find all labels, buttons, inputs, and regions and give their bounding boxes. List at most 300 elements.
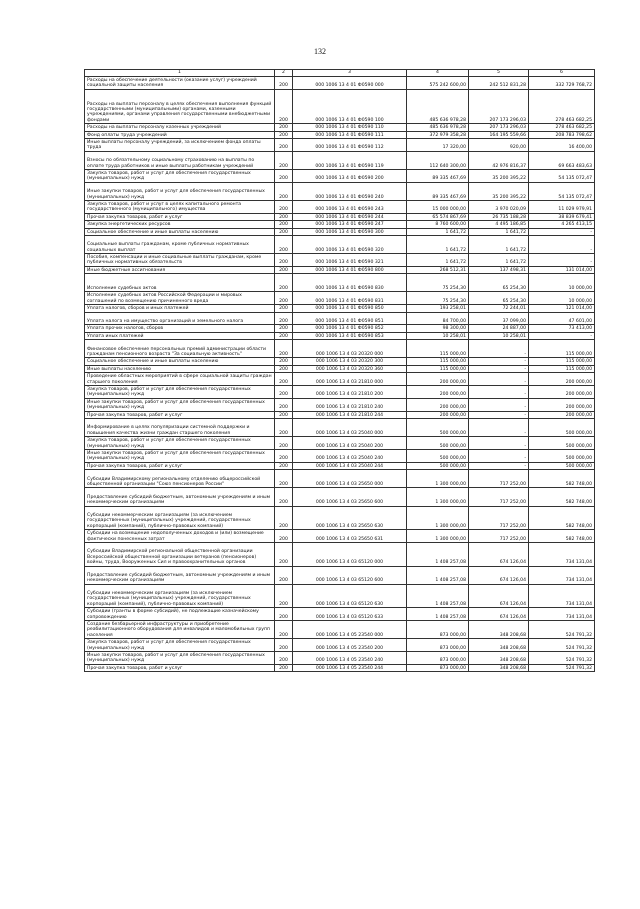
row-approved-amount: 193 258,01 xyxy=(407,305,469,312)
table-row xyxy=(85,124,595,131)
table-row xyxy=(85,325,595,332)
row-executed-amount: - xyxy=(469,437,529,450)
row-name: Фонд оплаты труда учреждений xyxy=(85,131,275,138)
table-row xyxy=(85,566,595,584)
row-approved-amount: 84 700,00 xyxy=(407,312,469,325)
row-classification-code: 000 1006 13 4 03 21810 244 xyxy=(293,411,407,418)
row-name: Исполнение судебных актов xyxy=(85,274,275,292)
table-row xyxy=(85,332,595,339)
table-row xyxy=(85,292,595,305)
row-classification-code: 000 1006 13 4 03 65120 630 xyxy=(293,584,407,608)
row-executed-amount: 348 208,68 xyxy=(469,664,529,671)
row-unexecuted-amount: 582 748,00 xyxy=(529,488,595,506)
row-line-code: 200 xyxy=(275,652,293,665)
row-name: Создание безбарьерной инфраструктуры и приобретение реабилитационного оборудования для инвалидов и маломобильных групп населения xyxy=(85,621,275,639)
row-unexecuted-amount: - xyxy=(529,228,595,235)
row-executed-amount: 920,00 xyxy=(469,138,529,151)
row-approved-amount: 1 300 000,00 xyxy=(407,506,469,530)
row-classification-code: 000 1006 13 4 03 25040 240 xyxy=(293,449,407,462)
table-row xyxy=(85,652,595,665)
row-approved-amount: 500 000,00 xyxy=(407,437,469,450)
row-unexecuted-amount: 734 131,04 xyxy=(529,566,595,584)
row-executed-amount: 65 254,30 xyxy=(469,292,529,305)
row-unexecuted-amount: 582 748,00 xyxy=(529,470,595,488)
row-unexecuted-amount: 47 601,00 xyxy=(529,312,595,325)
row-unexecuted-amount: 500 000,00 xyxy=(529,418,595,436)
row-classification-code: 000 1006 13 4 03 21810 240 xyxy=(293,398,407,411)
table-row xyxy=(85,89,595,123)
row-classification-code: 000 1006 13 4 01 Ф0590 111 xyxy=(293,131,407,138)
row-line-code: 200 xyxy=(275,488,293,506)
row-name: Расходы на выплаты персоналу в целях обеспечения выполнения функций государственными (муниципальными) органами, казенными учреждениями, органами управления государственными внебюджетными фондами xyxy=(85,89,275,123)
row-line-code: 200 xyxy=(275,169,293,182)
row-approved-amount: 500 000,00 xyxy=(407,449,469,462)
row-executed-amount: 348 208,68 xyxy=(469,639,529,652)
row-approved-amount: 15 000 000,00 xyxy=(407,200,469,213)
row-line-code: 200 xyxy=(275,608,293,621)
row-unexecuted-amount: 115 000,00 xyxy=(529,358,595,365)
table-row xyxy=(85,312,595,325)
row-approved-amount: 115 000,00 xyxy=(407,340,469,358)
row-classification-code: 000 1006 13 4 03 25650 631 xyxy=(293,530,407,543)
row-classification-code: 000 1006 13 4 03 25650 000 xyxy=(293,470,407,488)
row-approved-amount: 200 000,00 xyxy=(407,411,469,418)
row-executed-amount: 26 735 188,28 xyxy=(469,213,529,220)
table-row xyxy=(85,213,595,220)
row-classification-code: 000 1006 13 4 03 25040 200 xyxy=(293,437,407,450)
row-name: Закупка энергетических ресурсов xyxy=(85,221,275,228)
row-executed-amount: 674 126,04 xyxy=(469,608,529,621)
row-executed-amount: 42 976 816,37 xyxy=(469,151,529,169)
row-classification-code: 000 1006 13 4 01 Ф0590 852 xyxy=(293,325,407,332)
row-unexecuted-amount: 200 000,00 xyxy=(529,411,595,418)
table-row xyxy=(85,542,595,566)
row-executed-amount: 65 254,30 xyxy=(469,274,529,292)
row-name: Закупка товаров, работ и услуг для обеспечения государственных (муниципальных) нужд xyxy=(85,169,275,182)
table-row xyxy=(85,398,595,411)
row-line-code: 200 xyxy=(275,418,293,436)
row-unexecuted-amount: 54 135 072,47 xyxy=(529,169,595,182)
table-row xyxy=(85,462,595,469)
row-name: Иные закупки товаров, работ и услуг для обеспечения государственных (муниципальных) нужд xyxy=(85,398,275,411)
row-line-code: 200 xyxy=(275,664,293,671)
row-line-code: 200 xyxy=(275,437,293,450)
row-line-code: 200 xyxy=(275,449,293,462)
row-line-code: 200 xyxy=(275,221,293,228)
row-classification-code: 000 1006 13 4 01 Ф0590 119 xyxy=(293,151,407,169)
table-row xyxy=(85,365,595,372)
row-line-code: 200 xyxy=(275,386,293,399)
row-classification-code: 000 1006 13 4 01 Ф0590 243 xyxy=(293,200,407,213)
row-executed-amount: - xyxy=(469,418,529,436)
row-approved-amount: 200 000,00 xyxy=(407,386,469,399)
row-approved-amount: 372 979 358,28 xyxy=(407,131,469,138)
row-classification-code: 000 1006 13 4 03 65120 000 xyxy=(293,542,407,566)
row-unexecuted-amount: 734 131,04 xyxy=(529,608,595,621)
row-unexecuted-amount: 121 014,00 xyxy=(529,305,595,312)
row-approved-amount: 1 641,72 xyxy=(407,235,469,253)
row-name: Прочая закупка товаров, работ и услуг xyxy=(85,664,275,671)
row-classification-code: 000 1006 13 4 03 20320 360 xyxy=(293,365,407,372)
row-classification-code: 000 1006 13 4 05 23540 000 xyxy=(293,621,407,639)
row-executed-amount: - xyxy=(469,386,529,399)
row-approved-amount: 1 641,72 xyxy=(407,254,469,267)
row-name: Предоставление субсидий бюджетным, автономным учреждениям и иным некоммерческим организациям xyxy=(85,566,275,584)
row-line-code: 200 xyxy=(275,77,293,90)
row-approved-amount: 1 300 000,00 xyxy=(407,470,469,488)
table-header-row xyxy=(85,70,595,77)
row-name: Социальные выплаты гражданам, кроме публичных нормативных социальных выплат xyxy=(85,235,275,253)
row-name: Закупка товаров, работ и услуг для обеспечения государственных (муниципальных) нужд xyxy=(85,386,275,399)
row-name: Предоставление субсидий бюджетным, автономным учреждениям и иным некоммерческим организациям xyxy=(85,488,275,506)
row-classification-code: 000 1006 13 4 05 23540 244 xyxy=(293,664,407,671)
column-number-header: 2 xyxy=(275,70,293,77)
row-unexecuted-amount: 11 029 979,91 xyxy=(529,200,595,213)
budget-execution-table xyxy=(84,69,595,672)
table-row xyxy=(85,386,595,399)
row-line-code: 200 xyxy=(275,131,293,138)
row-name: Прочая закупка товаров, работ и услуг xyxy=(85,462,275,469)
row-name: Субсидии (гранты в форме субсидий), не подлежащие казначейскому сопровождению xyxy=(85,608,275,621)
row-executed-amount: 717 252,00 xyxy=(469,488,529,506)
row-approved-amount: 485 636 978,28 xyxy=(407,124,469,131)
row-unexecuted-amount: 16 400,00 xyxy=(529,138,595,151)
row-approved-amount: 1 408 257,08 xyxy=(407,608,469,621)
row-executed-amount: 164 195 559,66 xyxy=(469,131,529,138)
table-row xyxy=(85,200,595,213)
row-name: Закупка товаров, работ и услуг для обеспечения государственных (муниципальных) нужд xyxy=(85,639,275,652)
row-executed-amount: - xyxy=(469,358,529,365)
table-row xyxy=(85,77,595,90)
row-classification-code: 000 1006 13 4 01 Ф0590 851 xyxy=(293,312,407,325)
row-line-code: 200 xyxy=(275,138,293,151)
row-executed-amount: - xyxy=(469,449,529,462)
row-approved-amount: 1 408 257,08 xyxy=(407,566,469,584)
row-executed-amount: 207 173 296,03 xyxy=(469,124,529,131)
row-approved-amount: 8 760 600,00 xyxy=(407,221,469,228)
row-classification-code: 000 1006 13 4 01 Ф0590 240 xyxy=(293,182,407,200)
row-approved-amount: 200 000,00 xyxy=(407,373,469,386)
table-row xyxy=(85,608,595,621)
row-unexecuted-amount: 4 265 413,15 xyxy=(529,221,595,228)
row-approved-amount: 485 636 978,28 xyxy=(407,89,469,123)
row-approved-amount: 500 000,00 xyxy=(407,462,469,469)
row-unexecuted-amount: 582 748,00 xyxy=(529,506,595,530)
row-executed-amount: 3 970 020,09 xyxy=(469,200,529,213)
row-line-code: 200 xyxy=(275,566,293,584)
row-name: Субсидии Владимирской региональной общественной организации Всероссийской общественной организации ветеранов (пенсионеров) войны, труда, Вооруженных Сил и правоохранительных органов xyxy=(85,542,275,566)
table-row xyxy=(85,266,595,273)
row-line-code: 200 xyxy=(275,151,293,169)
row-unexecuted-amount: 332 729 768,72 xyxy=(529,77,595,90)
row-classification-code: 000 1006 13 4 01 Ф0590 831 xyxy=(293,292,407,305)
row-name: Пособия, компенсации и иные социальные выплаты гражданам, кроме публичных нормативных обязательств xyxy=(85,254,275,267)
table-row xyxy=(85,169,595,182)
row-classification-code: 000 1006 13 4 01 Ф0590 247 xyxy=(293,221,407,228)
table-row xyxy=(85,584,595,608)
row-executed-amount: 35 200 395,22 xyxy=(469,169,529,182)
row-line-code: 200 xyxy=(275,462,293,469)
row-classification-code: 000 1006 13 4 01 Ф0590 830 xyxy=(293,274,407,292)
table-row xyxy=(85,305,595,312)
row-line-code: 200 xyxy=(275,312,293,325)
row-name: Субсидии на возмещение недополученных доходов и (или) возмещение фактически понесенных затрат xyxy=(85,530,275,543)
row-classification-code: 000 1006 13 4 01 Ф0590 850 xyxy=(293,305,407,312)
row-line-code: 200 xyxy=(275,365,293,372)
row-name: Социальное обеспечение и иные выплаты населению xyxy=(85,358,275,365)
row-executed-amount: 348 208,68 xyxy=(469,621,529,639)
row-executed-amount: - xyxy=(469,462,529,469)
row-name: Прочая закупка товаров, работ и услуг xyxy=(85,411,275,418)
row-name: Иные выплаты персоналу учреждений, за исключением фонда оплаты труда xyxy=(85,138,275,151)
table-row xyxy=(85,530,595,543)
row-approved-amount: 115 000,00 xyxy=(407,365,469,372)
row-line-code: 200 xyxy=(275,340,293,358)
table-row xyxy=(85,449,595,462)
row-executed-amount: 717 252,00 xyxy=(469,530,529,543)
row-unexecuted-amount: 524 791,32 xyxy=(529,621,595,639)
table-row xyxy=(85,221,595,228)
row-line-code: 200 xyxy=(275,228,293,235)
row-name: Проведение областных мероприятий в сфере социальной защиты граждан старшего поколения xyxy=(85,373,275,386)
row-executed-amount: 674 126,04 xyxy=(469,566,529,584)
table-row xyxy=(85,411,595,418)
row-unexecuted-amount: 115 000,00 xyxy=(529,365,595,372)
row-line-code: 200 xyxy=(275,89,293,123)
row-unexecuted-amount: 10 000,00 xyxy=(529,292,595,305)
row-executed-amount: 35 200 395,22 xyxy=(469,182,529,200)
table-row xyxy=(85,358,595,365)
row-unexecuted-amount: 200 000,00 xyxy=(529,398,595,411)
table-row xyxy=(85,639,595,652)
row-line-code: 200 xyxy=(275,292,293,305)
table-row xyxy=(85,138,595,151)
row-classification-code: 000 1006 13 4 03 65120 600 xyxy=(293,566,407,584)
row-name: Субсидии Владимирскому региональному отделению общероссийской общественной организации "Союз пенсионеров России" xyxy=(85,470,275,488)
row-line-code: 200 xyxy=(275,325,293,332)
row-approved-amount: 873 000,00 xyxy=(407,664,469,671)
row-approved-amount: 200 000,00 xyxy=(407,398,469,411)
row-line-code: 200 xyxy=(275,506,293,530)
row-approved-amount: 10 258,01 xyxy=(407,332,469,339)
row-name: Социальное обеспечение и иные выплаты населению xyxy=(85,228,275,235)
row-name: Иные закупки товаров, работ и услуг для обеспечения государственных (муниципальных) нужд xyxy=(85,652,275,665)
row-unexecuted-amount: 734 131,04 xyxy=(529,542,595,566)
row-line-code: 200 xyxy=(275,182,293,200)
row-approved-amount: 75 254,30 xyxy=(407,292,469,305)
row-name: Иные закупки товаров, работ и услуг для обеспечения государственных (муниципальных) нужд xyxy=(85,182,275,200)
row-line-code: 200 xyxy=(275,305,293,312)
row-unexecuted-amount: 73 413,00 xyxy=(529,325,595,332)
row-name: Уплата прочих налогов, сборов xyxy=(85,325,275,332)
row-line-code: 200 xyxy=(275,398,293,411)
row-name: Финансовое обеспечение персональных премий администрации области гражданам пенсионного возраста "За социальную активность" xyxy=(85,340,275,358)
row-name: Субсидии некоммерческим организациям (за исключением государственных (муниципальных) учреждений, государственных корпораций (компаний), публично-правовых компаний) xyxy=(85,506,275,530)
row-name: Информирование в целях популяризации системной поддержки и повышения качества жизни граждан старшего поколения xyxy=(85,418,275,436)
page-number: 132 xyxy=(314,47,326,56)
row-unexecuted-amount: 582 748,00 xyxy=(529,530,595,543)
row-line-code: 200 xyxy=(275,411,293,418)
row-unexecuted-amount: 208 783 798,62 xyxy=(529,131,595,138)
row-classification-code: 000 1006 13 4 01 Ф0590 853 xyxy=(293,332,407,339)
row-name: Уплата налогов, сборов и иных платежей xyxy=(85,305,275,312)
row-classification-code: 000 1006 13 4 01 Ф0590 244 xyxy=(293,213,407,220)
table-row xyxy=(85,506,595,530)
row-unexecuted-amount: 200 000,00 xyxy=(529,373,595,386)
table-row xyxy=(85,340,595,358)
row-executed-amount: - xyxy=(469,340,529,358)
row-unexecuted-amount: 500 000,00 xyxy=(529,437,595,450)
row-approved-amount: 89 335 467,69 xyxy=(407,169,469,182)
row-approved-amount: 873 000,00 xyxy=(407,652,469,665)
row-approved-amount: 98 300,00 xyxy=(407,325,469,332)
row-classification-code: 000 1006 13 4 01 Ф0590 320 xyxy=(293,235,407,253)
row-executed-amount: 674 126,04 xyxy=(469,584,529,608)
row-executed-amount: 717 252,00 xyxy=(469,470,529,488)
column-number-header: 1 xyxy=(85,70,275,77)
row-approved-amount: 17 320,00 xyxy=(407,138,469,151)
row-name: Иные бюджетные ассигнования xyxy=(85,266,275,273)
row-line-code: 200 xyxy=(275,373,293,386)
table-row xyxy=(85,418,595,436)
row-unexecuted-amount: 278 463 682,25 xyxy=(529,124,595,131)
row-name: Расходы на выплаты персоналу казенных учреждений xyxy=(85,124,275,131)
row-unexecuted-amount: 524 791,32 xyxy=(529,664,595,671)
table-row xyxy=(85,621,595,639)
row-classification-code: 000 1006 13 4 03 25650 600 xyxy=(293,488,407,506)
row-name: Расходы на обеспечение деятельности (оказание услуг) учреждений социальной защиты населения xyxy=(85,77,275,90)
row-name: Иные закупки товаров, работ и услуг для обеспечения государственных (муниципальных) нужд xyxy=(85,449,275,462)
row-classification-code: 000 1006 13 4 01 Ф0590 800 xyxy=(293,266,407,273)
row-name: Уплата налога на имущество организаций и земельного налога xyxy=(85,312,275,325)
row-unexecuted-amount: 524 791,32 xyxy=(529,652,595,665)
row-line-code: 200 xyxy=(275,584,293,608)
row-approved-amount: 1 641,72 xyxy=(407,228,469,235)
row-classification-code: 000 1006 13 4 05 23540 240 xyxy=(293,652,407,665)
row-unexecuted-amount: 524 791,32 xyxy=(529,639,595,652)
row-unexecuted-amount: 500 000,00 xyxy=(529,449,595,462)
row-line-code: 200 xyxy=(275,621,293,639)
row-approved-amount: 1 300 000,00 xyxy=(407,530,469,543)
table-row xyxy=(85,373,595,386)
table-row xyxy=(85,235,595,253)
row-classification-code: 000 1006 13 4 01 Ф0590 100 xyxy=(293,89,407,123)
row-executed-amount: 1 641,72 xyxy=(469,254,529,267)
row-line-code: 200 xyxy=(275,124,293,131)
row-unexecuted-amount: 38 839 679,41 xyxy=(529,213,595,220)
row-executed-amount: - xyxy=(469,398,529,411)
row-line-code: 200 xyxy=(275,235,293,253)
row-executed-amount: 137 498,31 xyxy=(469,266,529,273)
row-executed-amount: - xyxy=(469,373,529,386)
row-name: Субсидии некоммерческим организациям (за исключением государственных (муниципальных) учреждений, государственных корпораций (компаний), публично-правовых компаний) xyxy=(85,584,275,608)
table-row xyxy=(85,182,595,200)
row-approved-amount: 65 574 867,69 xyxy=(407,213,469,220)
row-unexecuted-amount: 10 000,00 xyxy=(529,274,595,292)
row-line-code: 200 xyxy=(275,358,293,365)
row-classification-code: 000 1006 13 4 01 Ф0590 000 xyxy=(293,77,407,90)
row-name: Закупка товаров, работ и услуг для обеспечения государственных (муниципальных) нужд xyxy=(85,437,275,450)
row-classification-code: 000 1006 13 4 01 Ф0590 112 xyxy=(293,138,407,151)
row-unexecuted-amount: 500 000,00 xyxy=(529,462,595,469)
row-unexecuted-amount: 278 463 682,25 xyxy=(529,89,595,123)
row-classification-code: 000 1006 13 4 03 20320 000 xyxy=(293,340,407,358)
row-unexecuted-amount: - xyxy=(529,254,595,267)
row-classification-code: 000 1006 13 4 03 65120 633 xyxy=(293,608,407,621)
row-unexecuted-amount: 131 014,00 xyxy=(529,266,595,273)
row-executed-amount: 4 495 186,85 xyxy=(469,221,529,228)
row-executed-amount: - xyxy=(469,411,529,418)
row-executed-amount: - xyxy=(469,365,529,372)
table-row xyxy=(85,228,595,235)
row-line-code: 200 xyxy=(275,332,293,339)
row-unexecuted-amount: 734 131,04 xyxy=(529,584,595,608)
row-executed-amount: 1 641,72 xyxy=(469,235,529,253)
row-classification-code: 000 1006 13 4 03 25040 000 xyxy=(293,418,407,436)
row-classification-code: 000 1006 13 4 01 Ф0590 321 xyxy=(293,254,407,267)
row-executed-amount: 674 126,04 xyxy=(469,542,529,566)
row-classification-code: 000 1006 13 4 01 Ф0590 300 xyxy=(293,228,407,235)
row-classification-code: 000 1006 13 4 05 23540 200 xyxy=(293,639,407,652)
row-classification-code: 000 1006 13 4 01 Ф0590 110 xyxy=(293,124,407,131)
row-classification-code: 000 1006 13 4 03 20320 300 xyxy=(293,358,407,365)
row-approved-amount: 575 242 600,00 xyxy=(407,77,469,90)
row-executed-amount: 717 252,00 xyxy=(469,506,529,530)
row-name: Закупка товаров, работ и услуг в целях капитального ремонта государственного (муниципального) имущества xyxy=(85,200,275,213)
table-row xyxy=(85,470,595,488)
table-row xyxy=(85,437,595,450)
row-approved-amount: 1 408 257,08 xyxy=(407,584,469,608)
row-approved-amount: 268 512,31 xyxy=(407,266,469,273)
column-number-header: 5 xyxy=(469,70,529,77)
row-line-code: 200 xyxy=(275,542,293,566)
table-row xyxy=(85,488,595,506)
row-approved-amount: 89 335 467,69 xyxy=(407,182,469,200)
row-unexecuted-amount: 54 135 072,47 xyxy=(529,182,595,200)
row-classification-code: 000 1006 13 4 03 21810 200 xyxy=(293,386,407,399)
row-classification-code: 000 1006 13 4 01 Ф0590 200 xyxy=(293,169,407,182)
row-line-code: 200 xyxy=(275,274,293,292)
row-executed-amount: 242 512 831,28 xyxy=(469,77,529,90)
row-approved-amount: 1 408 257,08 xyxy=(407,542,469,566)
row-line-code: 200 xyxy=(275,213,293,220)
row-executed-amount: 72 244,01 xyxy=(469,305,529,312)
table-row xyxy=(85,131,595,138)
column-number-header: 3 xyxy=(293,70,407,77)
row-classification-code: 000 1006 13 4 03 25040 244 xyxy=(293,462,407,469)
row-approved-amount: 873 000,00 xyxy=(407,639,469,652)
row-classification-code: 000 1006 13 4 03 25650 630 xyxy=(293,506,407,530)
row-approved-amount: 112 640 300,00 xyxy=(407,151,469,169)
row-line-code: 200 xyxy=(275,200,293,213)
row-name: Прочая закупка товаров, работ и услуг xyxy=(85,213,275,220)
row-name: Взносы по обязательному социальному страхованию на выплаты по оплате труда работников и иные выплаты работникам учреждений xyxy=(85,151,275,169)
row-unexecuted-amount: 200 000,00 xyxy=(529,386,595,399)
row-unexecuted-amount: 115 000,00 xyxy=(529,340,595,358)
row-executed-amount: 24 887,00 xyxy=(469,325,529,332)
row-executed-amount: 207 173 296,03 xyxy=(469,89,529,123)
row-unexecuted-amount: 69 663 483,63 xyxy=(529,151,595,169)
row-executed-amount: 10 258,01 xyxy=(469,332,529,339)
row-line-code: 200 xyxy=(275,470,293,488)
row-executed-amount: 1 641,72 xyxy=(469,228,529,235)
table-row xyxy=(85,274,595,292)
row-approved-amount: 75 254,30 xyxy=(407,274,469,292)
row-line-code: 200 xyxy=(275,266,293,273)
row-approved-amount: 115 000,00 xyxy=(407,358,469,365)
table-row xyxy=(85,151,595,169)
column-number-header: 6 xyxy=(529,70,595,77)
